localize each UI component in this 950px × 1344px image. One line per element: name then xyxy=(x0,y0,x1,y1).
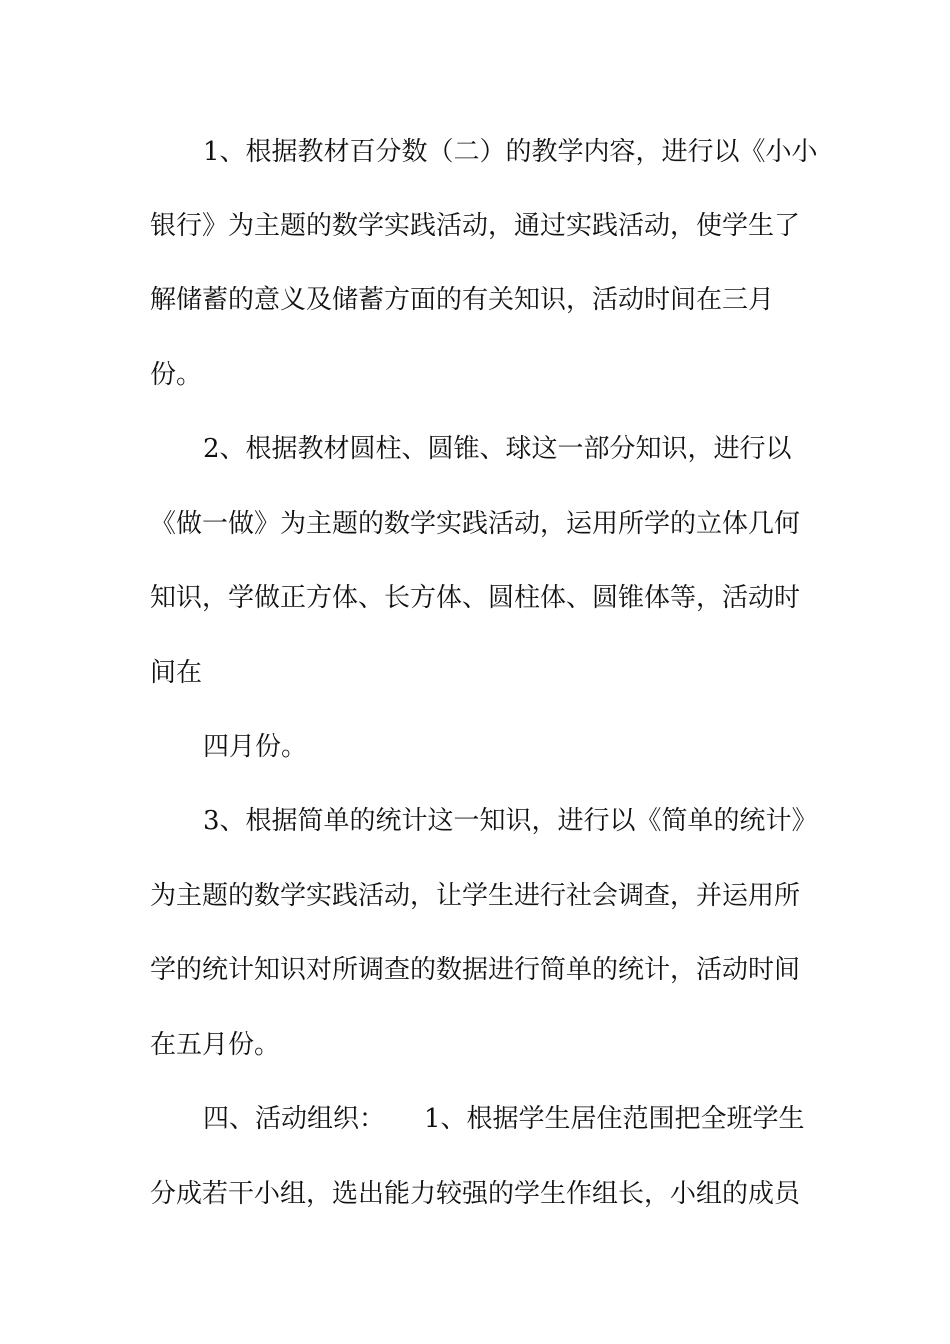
text-line-11: 为主题的数学实践活动，让学生进行社会调查，并运用所 xyxy=(150,881,801,911)
text-line-12: 学的统计知识对所调查的数据进行简单的统计，活动时间 xyxy=(150,955,801,985)
text-line-15: 分成若干小组，选出能力较强的学生作组长，小组的成员 xyxy=(150,1179,801,1209)
text-line-2: 银行》为主题的数学实践活动，通过实践活动，使学生了 xyxy=(150,211,801,241)
text-line-1: 1、根据教材百分数（二）的教学内容，进行以《小小 xyxy=(203,137,818,167)
text-line-9: 四月份。 xyxy=(203,732,308,762)
text-line-4: 份。 xyxy=(150,360,203,390)
text-line-14: 四、活动组织： 1、根据学生居住范围把全班学生 xyxy=(203,1104,805,1134)
text-line-8: 间在 xyxy=(150,658,203,688)
text-line-3: 解储蓄的意义及储蓄方面的有关知识，活动时间在三月 xyxy=(150,285,775,315)
text-line-13: 在五月份。 xyxy=(150,1030,281,1060)
text-line-5: 2、根据教材圆柱、圆锥、球这一部分知识，进行以 xyxy=(203,434,792,464)
text-line-10: 3、根据简单的统计这一知识，进行以《简单的统计》 xyxy=(203,806,818,836)
text-line-7: 知识，学做正方体、长方体、圆柱体、圆锥体等，活动时 xyxy=(150,583,801,613)
text-line-6: 《做一做》为主题的数学实践活动，运用所学的立体几何 xyxy=(150,509,801,539)
